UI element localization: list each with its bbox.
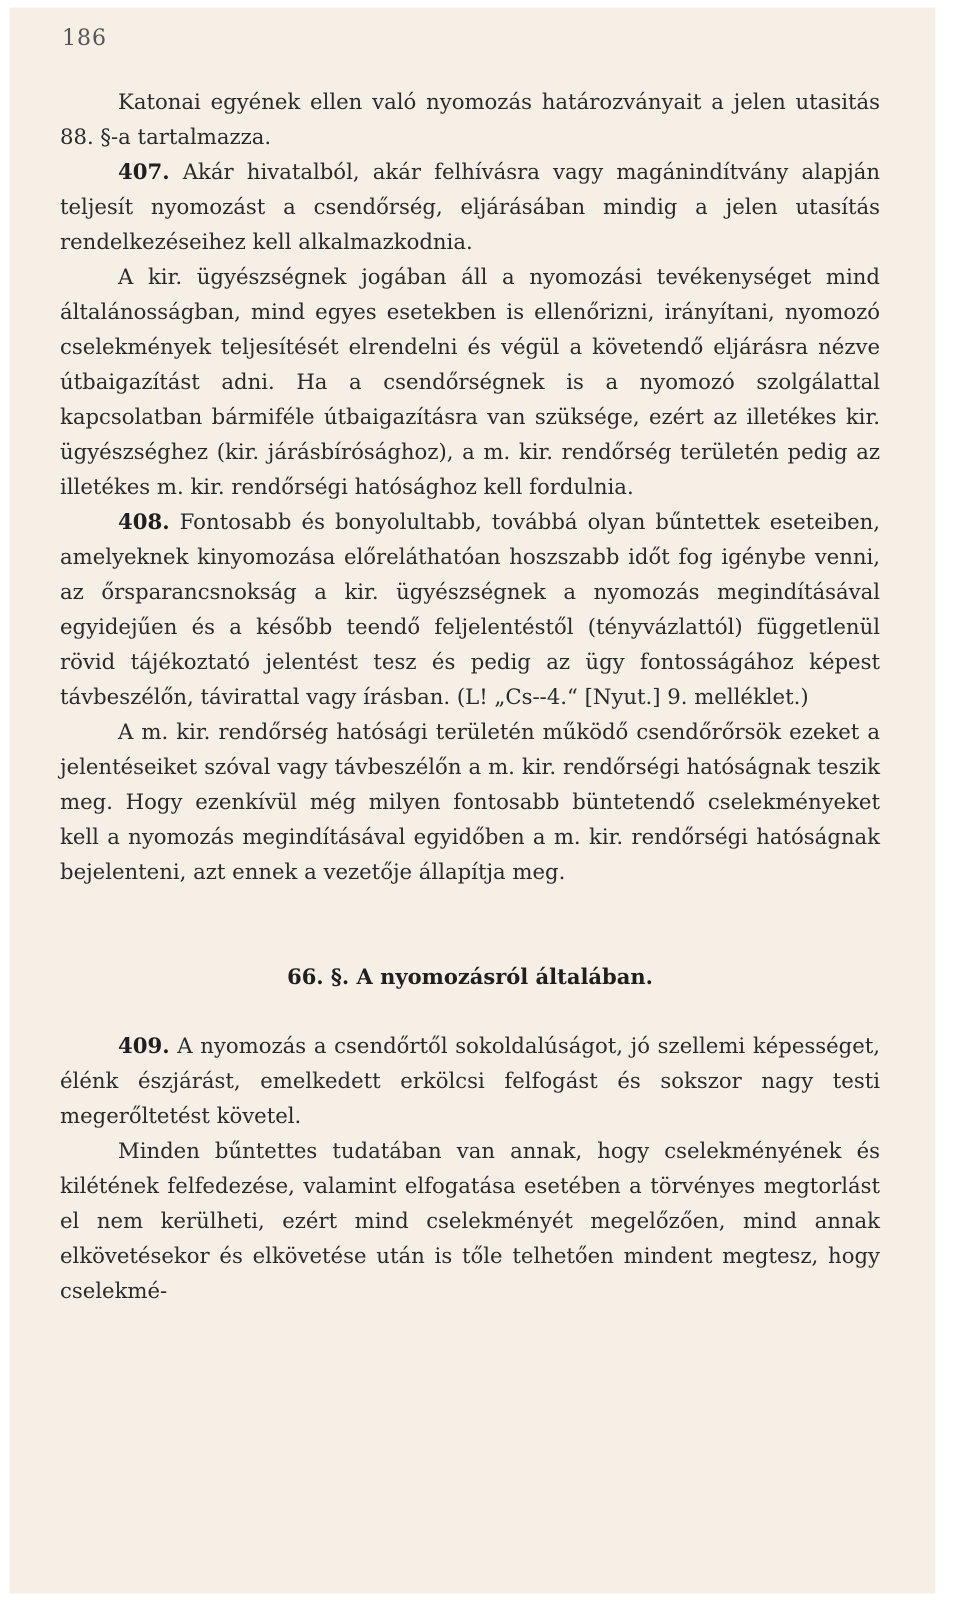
paragraphs-after bbox=[60, 1028, 880, 1308]
section-title: 66. §. A nyomozásról általában. bbox=[287, 964, 653, 989]
document-page bbox=[10, 8, 935, 1593]
paragraph bbox=[60, 714, 880, 889]
paragraph-text: Katonai egyének ellen való nyomozás határozványait a jelen utasitás 88. §-a tartalmazza. bbox=[60, 89, 880, 149]
paragraph-text: Minden bűntettes tudatában van annak, hogy cselekményének és kilétének felfedezése, valamint elfogatása esetében a törvényes megtorlást el nem kerülheti, ezért mind cselekményét megelőzően, mind annak elkövetésekor és elkövetése után is tőle telhetően mindent megtesz, hogy cselekmé- bbox=[60, 1138, 880, 1303]
paragraph-text: Akár hivatalból, akár felhívásra vagy magánindítvány alapján teljesít nyomozást a csendőrség, eljárásában mindig a jelen utasítás rendelkezéseihez kell alkalmazkodnia. bbox=[60, 159, 880, 254]
paragraph-text: A kir. ügyészségnek jogában áll a nyomozási tevékenységet mind általánosságban, mind egyes esetekben is ellenőrizni, irányítani, nyomozó cselekmények teljesítését elrendelni és végül a követendő eljárásra nézve útbaigazítást adni. Ha a csendőrségnek is a nyomozó szolgálattal kapcsolatban bármiféle útbaigazításra van szüksége, ezért az illetékes kir. ügyészséghez (kir. járásbírósághoz), a m. kir. rendőrség területén pedig az illetékes m. kir. rendőrségi hatósághoz kell fordulnia. bbox=[60, 264, 880, 499]
paragraph-number: 407. bbox=[118, 159, 170, 184]
page-content bbox=[60, 84, 880, 1308]
paragraph bbox=[60, 1028, 880, 1133]
paragraph-number: 409. bbox=[118, 1033, 170, 1058]
paragraph bbox=[60, 504, 880, 714]
page-number: 186 bbox=[62, 26, 107, 51]
paragraphs-before bbox=[60, 84, 880, 889]
paragraph bbox=[60, 84, 880, 154]
paragraph bbox=[60, 259, 880, 504]
paragraph-text: A nyomozás a csendőrtől sokoldalúságot, jó szellemi képességet, élénk észjárást, emelkedett erkölcsi felfogást és sokszor nagy testi megerőltetést követel. bbox=[60, 1033, 880, 1128]
paragraph bbox=[60, 154, 880, 259]
paragraph-text: Fontosabb és bonyolultabb, továbbá olyan bűntettek eseteiben, amelyeknek kinyomozása előreláthatóan hoszszabb időt fog igénybe venni, az őrsparancsnokság a kir. ügyészségnek a nyomozás megindításával egyidejűen és a később teendő feljelentéstől (tényvázlattól) függetlenül rövid tájékoztató jelentést tesz és pedig az ügy fontosságához képest távbeszélőn, távirattal vagy írásban. (L! „Cs--4.“ [Nyut.] 9. melléklet.) bbox=[60, 509, 880, 709]
paragraph-text: A m. kir. rendőrség hatósági területén működő csendőrőrsök ezeket a jelentéseiket szóval vagy távbeszélőn a m. kir. rendőrségi hatóságnak teszik meg. Hogy ezenkívül még milyen fontosabb büntetendő cselekményeket kell a nyomozás megindításával egyidőben a m. kir. rendőrségi hatóságnak bejelenteni, azt ennek a vezetője állapítja meg. bbox=[60, 719, 880, 884]
paragraph bbox=[60, 1133, 880, 1308]
paragraph-number: 408. bbox=[118, 509, 170, 534]
